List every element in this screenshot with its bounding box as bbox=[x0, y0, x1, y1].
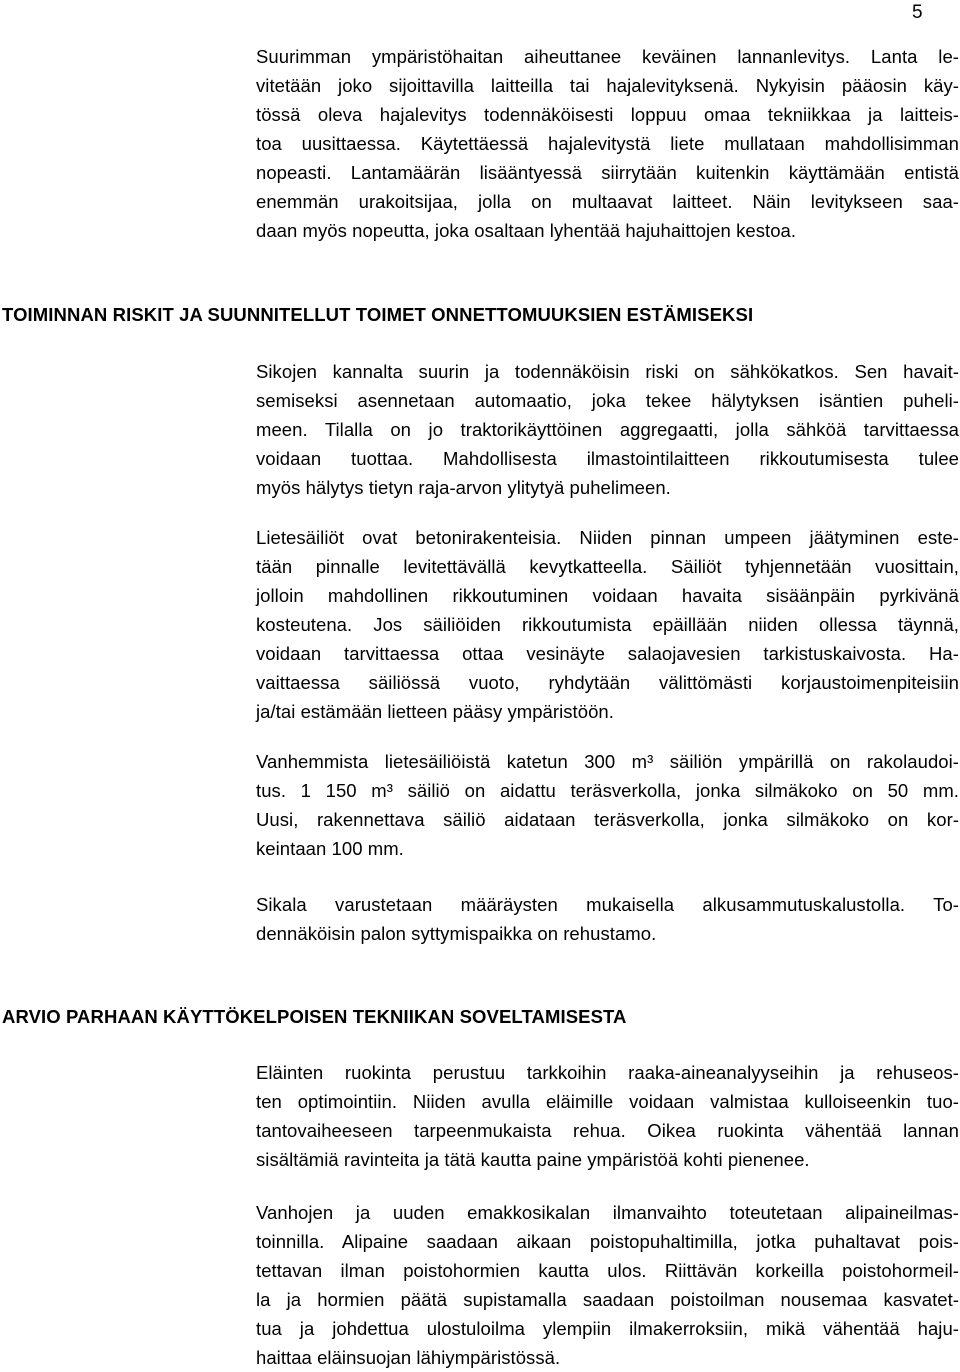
text-line: toa uusittaessa. Käytettäessä hajalevitystä liete mullataan mahdollisimman bbox=[256, 133, 959, 154]
text-line: meen. Tilalla on jo traktorikäyttöinen aggregaatti, jolla sähköä tarvittaessa bbox=[256, 419, 959, 440]
text-line: toinnilla. Alipaine saadaan aikaan poistopuhaltimilla, jotka puhaltavat pois- bbox=[256, 1231, 959, 1252]
section-heading-risks: TOIMINNAN RISKIT JA SUUNNITELLUT TOIMET ONNETTOMUUKSIEN ESTÄMISEKSI bbox=[2, 304, 754, 325]
text-line: kosteutena. Jos säiliöiden rikkoutumista epäillään niiden ollessa täynnä, bbox=[256, 614, 959, 635]
risks-paragraph-2 bbox=[256, 523, 959, 726]
text-line: nopeasti. Lantamäärän lisääntyessä siirrytään kuitenkin käyttämään entistä bbox=[256, 162, 959, 183]
text-line: jolloin mahdollinen rikkoutuminen voidaan havaita sisäänpäin pyrkivänä bbox=[256, 585, 959, 606]
text-line: voidaan tarvittaessa ottaa vesinäyte salaojavesien tarkistuskaivosta. Ha- bbox=[256, 643, 959, 664]
text-line: tua ja johdettua ulostuloilma ylempiin ilmakerroksiin, mikä vähentää haju- bbox=[256, 1318, 959, 1339]
text-line: Sikala varustetaan määräysten mukaisella alkusammutuskalustolla. To- bbox=[256, 894, 959, 915]
text-line: tössä oleva hajalevitys todennäköisesti loppuu omaa tekniikkaa ja laitteis- bbox=[256, 104, 959, 125]
text-line: myös hälytys tietyn raja-arvon ylitytyä puhelimeen. bbox=[256, 477, 671, 498]
text-line: Suurimman ympäristöhaitan aiheuttanee keväinen lannanlevitys. Lanta le- bbox=[256, 46, 959, 67]
text-line: keintaan 100 mm. bbox=[256, 838, 404, 859]
text-line: tään pinnalle levitettävällä kevytkatteella. Säiliöt tyhjennetään vuosittain, bbox=[256, 556, 959, 577]
bat-paragraph-1 bbox=[256, 1058, 959, 1174]
text-line: semiseksi asennetaan automaatio, joka tekee hälytyksen isäntien puheli- bbox=[256, 390, 959, 411]
intro-paragraph-1 bbox=[256, 42, 959, 245]
page-number: 5 bbox=[912, 2, 923, 23]
text-line: Uusi, rakennettava säiliö aidataan teräsverkolla, jonka silmäkoko on kor- bbox=[256, 809, 959, 830]
text-line: daan myös nopeutta, joka osaltaan lyhentää hajuhaittojen kestoa. bbox=[256, 220, 797, 241]
text-line: voidaan tuottaa. Mahdollisesta ilmastointilaitteen rikkoutumisesta tulee bbox=[256, 448, 959, 469]
text-line: Vanhemmista lietesäiliöistä katetun 300 m³ säiliön ympärillä on rakolaudoi- bbox=[256, 751, 959, 772]
text-line: Eläinten ruokinta perustuu tarkkoihin raaka-aineanalyyseihin ja rehuseos- bbox=[256, 1062, 959, 1083]
text-line: tettavan ilman poistohormien kautta ulos. Riittävän korkeilla poistohormeil- bbox=[256, 1260, 959, 1281]
text-line: vitetään joko sijoittavilla laitteilla tai hajalevityksenä. Nykyisin pääosin käy- bbox=[256, 75, 959, 96]
text-line: enemmän urakoitsijaa, jolla on multaavat laitteet. Näin levitykseen saa- bbox=[256, 191, 959, 212]
text-line: tus. 1 150 m³ säiliö on aidattu teräsverkolla, jonka silmäkoko on 50 mm. bbox=[256, 780, 959, 801]
text-line: ten optimointiin. Niiden avulla eläimille voidaan valmistaa kulloiseenkin tuo- bbox=[256, 1091, 959, 1112]
risks-paragraph-4 bbox=[256, 890, 959, 948]
bat-paragraph-2 bbox=[256, 1198, 959, 1372]
text-line: Sikojen kannalta suurin ja todennäköisin riski on sähkökatkos. Sen havait- bbox=[256, 361, 959, 382]
text-line: Lietesäiliöt ovat betonirakenteisia. Niiden pinnan umpeen jäätyminen este- bbox=[256, 527, 959, 548]
text-line: dennäköisin palon syttymispaikka on rehustamo. bbox=[256, 923, 657, 944]
text-line: sisältämiä ravinteita ja tätä kautta paine ympäristöä kohti pienenee. bbox=[256, 1149, 810, 1170]
risks-paragraph-3 bbox=[256, 747, 959, 863]
text-line: la ja hormien päätä supistamalla saadaan poistoilman nousemaa kasvatet- bbox=[256, 1289, 959, 1310]
text-line: ja/tai estämään lietteen pääsy ympäristöön. bbox=[256, 701, 614, 722]
text-line: haittaa eläinsuojan lähiympäristössä. bbox=[256, 1347, 561, 1368]
text-line: tantovaiheeseen tarpeenmukaista rehua. Oikea ruokinta vähentää lannan bbox=[256, 1120, 959, 1141]
text-line: vaittaessa säiliössä vuoto, ryhdytään välittömästi korjaustoimenpiteisiin bbox=[256, 672, 959, 693]
text-line: Vanhojen ja uuden emakkosikalan ilmanvaihto toteutetaan alipaineilmas- bbox=[256, 1202, 959, 1223]
section-heading-bat: ARVIO PARHAAN KÄYTTÖKELPOISEN TEKNIIKAN SOVELTAMISESTA bbox=[2, 1006, 627, 1027]
risks-paragraph-1 bbox=[256, 357, 959, 502]
